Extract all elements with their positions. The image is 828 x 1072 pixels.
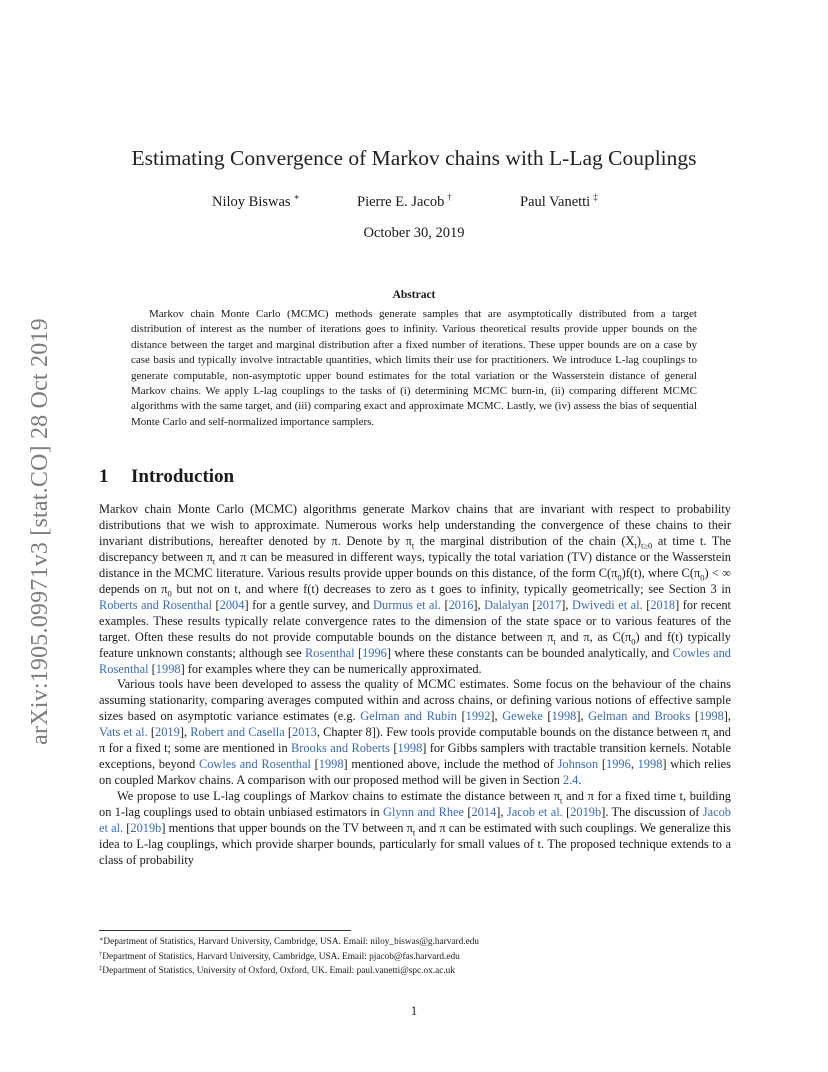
text-run: [ bbox=[310, 757, 319, 772]
text-run: We propose to use L-lag couplings of Markov chains to estimate the distance between π bbox=[117, 789, 561, 804]
text-run: but not on t, and where f(t) decreases to zero as t goes to infinity, typically geometrically; see Section 3 in bbox=[171, 581, 731, 596]
citation-link[interactable]: Cowles and Rosenthal bbox=[99, 645, 731, 676]
abstract-text: Markov chain Monte Carlo (MCMC) methods generate samples that are asymptotically distributed from a target distribution of interest as the number of iterations goes to infinity. Various theoretical results provide upper bounds on the distance between the target and marginal distribution after a fixed number of iterations. These upper bounds are on a case by case basis and typically involve intractable quantities, which limits their use for practitioners. We introduce L-lag couplings to generate computable, non-asymptotic upper bound estimates for the total variation or the Wasserstein distance of general Markov chains. We apply L-lag couplings to the tasks of (i) determining MCMC burn-in, (ii) comparing different MCMC algorithms with the same target, and (iii) comparing exact and approximate MCMC. Lastly, we (iv) assess the bias of sequential Monte Carlo and self-normalized importance samplers. bbox=[131, 308, 697, 428]
citation-link[interactable]: 1992 bbox=[465, 709, 491, 724]
text-run: and π can be estimated with such couplings. We generalize this idea to L-lag couplings, which provide sharper bounds, particularly for small values of t. The proposed technique extends to a class of probability bbox=[99, 821, 731, 867]
text-run: and π for a fixed t; some are mentioned in bbox=[99, 725, 731, 756]
citation-link[interactable]: 2019 bbox=[155, 725, 180, 740]
text-run: [ bbox=[456, 709, 466, 724]
footnote-mark: † bbox=[99, 950, 103, 958]
section-heading bbox=[99, 466, 234, 488]
text-run: ] for recent examples. These results typically relate convergence rates to the dimension of the state space or to various features of the target. Often these results do not provide computable bounds on the distance between π bbox=[99, 597, 731, 644]
text-run: [ bbox=[642, 597, 651, 612]
footnote bbox=[99, 963, 739, 978]
citation-link[interactable]: Cowles and Rosenthal bbox=[198, 757, 311, 772]
abstract-heading: Abstract bbox=[392, 289, 436, 301]
footnote-text: Department of Statistics, Harvard University, Cambridge, USA. Email: niloy_biswas@g.harvard.edu bbox=[103, 937, 480, 947]
citation-link[interactable]: 2019b bbox=[570, 805, 602, 820]
author-name: Niloy Biswas bbox=[212, 194, 291, 210]
subscript: 0 bbox=[167, 588, 172, 599]
citation-link[interactable]: Gelman and Brooks bbox=[588, 709, 691, 724]
citation-link[interactable]: 1998 bbox=[397, 741, 423, 756]
section-title: Introduction bbox=[131, 466, 235, 487]
author-name: Paul Vanetti bbox=[520, 194, 591, 210]
paper-title: Estimating Convergence of Markov chains with L-Lag Couplings bbox=[131, 146, 697, 170]
text-run: ], bbox=[576, 709, 589, 724]
footnote-mark: ‡ bbox=[99, 965, 103, 972]
citation-link[interactable]: Gelman and Rubin bbox=[360, 709, 457, 724]
citation-link[interactable]: Dalalyan bbox=[484, 597, 529, 612]
subscript: t bbox=[560, 795, 563, 806]
text-run: ] mentions that upper bounds on the TV between π bbox=[161, 821, 413, 836]
text-run: [ bbox=[354, 645, 363, 660]
citation-link[interactable]: Roberts and Rosenthal bbox=[99, 597, 213, 612]
publication-date: October 30, 2019 bbox=[363, 225, 465, 241]
text-run: )f(t), where C(π bbox=[621, 565, 701, 580]
citation-link[interactable]: 2016 bbox=[448, 597, 474, 612]
text-run: [ bbox=[440, 597, 449, 612]
text-run: [ bbox=[562, 805, 571, 820]
text-run: [ bbox=[528, 597, 537, 612]
text-run: [ bbox=[464, 805, 472, 820]
paragraph bbox=[99, 677, 731, 789]
section-number: 1 bbox=[99, 466, 109, 487]
page-number: 1 bbox=[410, 1004, 418, 1018]
citation-link[interactable]: 2019b bbox=[130, 821, 162, 836]
subscript: 0 bbox=[617, 572, 622, 583]
text-run: ) < ∞ depends on π bbox=[99, 565, 731, 596]
footnote bbox=[99, 949, 739, 964]
text-run: , bbox=[630, 757, 638, 772]
text-run: Various tools have been developed to assess the quality of MCMC estimates. Some focus on the behaviour of the chains assuming stationarity, comparing averages computed within and across chains, or defining various notions of effective sample sizes based on asymptotic variance estimates (e.g. bbox=[99, 677, 731, 724]
citation-link[interactable]: Glynn and Rhee bbox=[383, 805, 465, 820]
text-run: . bbox=[578, 773, 582, 788]
subscript: 0 bbox=[631, 636, 636, 647]
text-run: [ bbox=[148, 661, 156, 676]
arxiv-stamp bbox=[20, 286, 60, 776]
text-run: [ bbox=[123, 821, 131, 836]
citation-link[interactable]: Johnson bbox=[557, 757, 599, 772]
citation-link[interactable]: Geweke bbox=[502, 709, 543, 724]
text-run: [ bbox=[390, 741, 398, 756]
subscript: t bbox=[212, 556, 216, 567]
citation-link[interactable]: 2013 bbox=[292, 725, 317, 740]
paragraph bbox=[99, 789, 731, 869]
author-name: Pierre E. Jacob bbox=[357, 194, 445, 210]
text-run: , Chapter 8]). Few tools provide computable bounds on the distance between π bbox=[316, 725, 708, 740]
text-run: [ bbox=[598, 757, 607, 772]
author-mark: † bbox=[447, 192, 452, 202]
arxiv-stamp-text: arXiv:1905.09971v3 [stat.CO] 28 Oct 2019 bbox=[26, 317, 53, 745]
text-run: ] mentioned above, include the method of bbox=[343, 757, 558, 772]
text-run: ] for a gentle survey, and bbox=[244, 597, 374, 612]
footnote-text: Department of Statistics, Harvard University, Cambridge, USA. Email: pjacob@fas.harvard.edu bbox=[102, 951, 460, 962]
text-run: ) and f(t) typically feature unknown constants; although see bbox=[99, 629, 731, 660]
citation-link[interactable]: Vats et al. bbox=[99, 725, 148, 740]
text-run: [ bbox=[690, 709, 700, 724]
text-run: ) bbox=[636, 533, 642, 548]
author-list bbox=[60, 192, 768, 212]
author-2 bbox=[357, 192, 452, 211]
author-mark: ∗ bbox=[293, 192, 300, 202]
citation-link[interactable]: 2017 bbox=[536, 597, 562, 612]
footnote-rule bbox=[99, 930, 351, 931]
citation-link[interactable]: Dwivedi et al. bbox=[572, 597, 643, 612]
footnotes bbox=[99, 934, 739, 978]
citation-link[interactable]: Jacob et al. bbox=[99, 805, 731, 836]
text-run: and π, as C(π bbox=[555, 629, 632, 644]
citation-link[interactable]: 2018 bbox=[650, 597, 676, 612]
citation-link[interactable]: 2014 bbox=[471, 805, 497, 820]
citation-link[interactable]: Durmus et al. bbox=[373, 597, 441, 612]
subscript: t≥0 bbox=[641, 540, 653, 551]
author-3 bbox=[520, 192, 598, 211]
subscript: t bbox=[707, 731, 710, 742]
text-run: [ bbox=[542, 709, 552, 724]
citation-link[interactable]: 1998 bbox=[551, 709, 577, 724]
citation-link[interactable]: 2.4 bbox=[562, 773, 579, 788]
text-run: the marginal distribution of the chain (X bbox=[414, 533, 635, 548]
text-run: ] which relies on coupled Markov chains. A comparison with our proposed method will be given in Section bbox=[99, 757, 732, 788]
footnote bbox=[99, 934, 739, 949]
text-run: [ bbox=[147, 725, 156, 740]
text-run: ] for examples where they can be numerically approximated. bbox=[180, 661, 482, 676]
text-run: at time t. The discrepancy between π bbox=[99, 533, 732, 564]
citation-link[interactable]: 2004 bbox=[219, 597, 245, 612]
text-run: [ bbox=[212, 597, 220, 612]
text-run: ], bbox=[561, 597, 573, 612]
text-run: ]. The discussion of bbox=[601, 805, 703, 820]
text-run: ] where these constants can be bounded analytically, and bbox=[386, 645, 673, 660]
citation-link[interactable]: Robert and Casella bbox=[190, 725, 285, 740]
text-run: ], bbox=[179, 725, 191, 740]
citation-link[interactable]: 1998 bbox=[155, 661, 181, 676]
text-run: ], bbox=[496, 805, 507, 820]
citation-link[interactable]: 1996 bbox=[362, 645, 387, 660]
subscript: 0 bbox=[700, 572, 705, 583]
citation-link[interactable]: Rosenthal bbox=[305, 645, 355, 660]
text-run: and π for a fixed time t, building on 1-lag couplings used to obtain unbiased estimators in bbox=[99, 789, 732, 820]
text-run: [ bbox=[284, 725, 293, 740]
text-run: ], bbox=[490, 709, 503, 724]
text-run: and π can be measured in different ways, typically the total variation (TV) distance or the Wasserstein distance in the MCMC literature. Various results provide upper bounds on this distance, of the form C(π bbox=[99, 549, 732, 580]
text-run: ], bbox=[723, 709, 732, 724]
citation-link[interactable]: 1998 bbox=[318, 757, 344, 772]
citation-link[interactable]: 1996 bbox=[606, 757, 631, 772]
citation-link[interactable]: Jacob et al. bbox=[506, 805, 563, 820]
citation-link[interactable]: Brooks and Roberts bbox=[291, 741, 390, 756]
text-run: Markov chain Monte Carlo (MCMC) algorithms generate Markov chains that are invariant with respect to probability distributions that we wish to approximate. Numerous works help understanding the convergence of these chains to their invariant distributions, hereafter denoted by π. Denote by π bbox=[99, 502, 731, 548]
body-text bbox=[99, 502, 731, 869]
text-run: ], bbox=[473, 597, 485, 612]
citation-link[interactable]: 1998 bbox=[699, 709, 724, 724]
paragraph bbox=[99, 502, 731, 677]
subscript: t bbox=[411, 540, 415, 551]
subscript: t bbox=[634, 540, 637, 551]
footnote-mark: ∗ bbox=[99, 936, 104, 943]
citation-link[interactable]: 1998 bbox=[637, 757, 663, 772]
author-mark: ‡ bbox=[593, 192, 598, 202]
author-1 bbox=[212, 192, 300, 211]
subscript: t bbox=[553, 636, 556, 647]
subscript: t bbox=[412, 827, 416, 838]
text-run: ] for Gibbs samplers with tractable transition kernels. Notable exceptions, beyond bbox=[99, 741, 731, 772]
footnote-text: Department of Statistics, University of Oxford, Oxford, UK. Email: paul.vanetti@spc.ox.ac.uk bbox=[102, 966, 455, 976]
